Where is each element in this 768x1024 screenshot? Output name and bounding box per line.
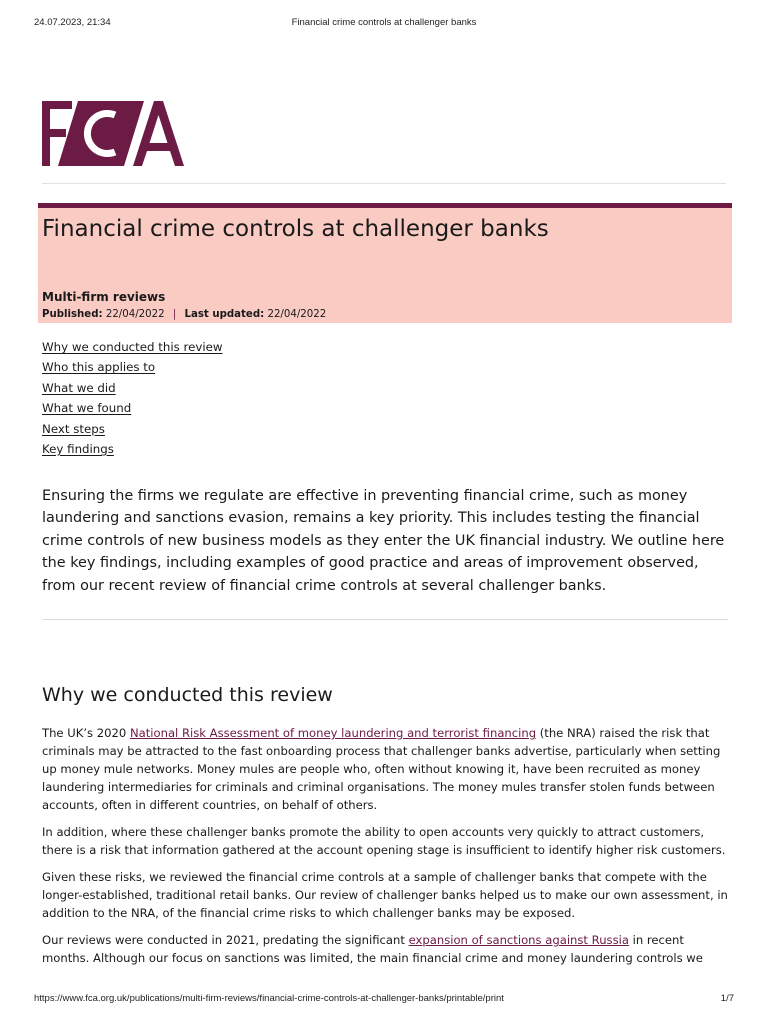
paragraph-text: (the NRA) raised the risk that criminals may be attracted to the fast onboarding process that challenger banks advertise, particularly when setting up money mule networks. Money mules are people who, often without knowing it, have been recruited as money laundering intermediaries for criminals and criminal organisations. The money mules transfer stolen funds between accounts, often in different countries, on behalf of others.	[42, 726, 721, 812]
body-paragraph-1	[42, 724, 732, 814]
print-doc-title: Financial crime controls at challenger banks	[291, 17, 477, 28]
intro-paragraph: Ensuring the firms we regulate are effective in preventing financial crime, such as money laundering and sanctions evasion, remains a key priority. This includes testing the financial crime controls of new business models as they enter the UK financial industry. We outline here the key findings, including examples of good practice and areas of improvement observed, from our recent review of financial crime controls at several challenger banks.	[42, 488, 725, 594]
toc-link-what-we-did[interactable]: What we did	[42, 380, 116, 395]
publication-meta	[42, 309, 326, 320]
section-divider	[42, 619, 728, 620]
category-label: Multi-firm reviews	[42, 290, 166, 304]
toc-link-why-we-conducted[interactable]: Why we conducted this review	[42, 340, 223, 354]
paragraph-text: The UK’s 2020	[42, 726, 130, 740]
table-of-contents	[42, 339, 223, 461]
section-heading: Why we conducted this review	[42, 684, 333, 706]
paragraph-text: Our reviews were conducted in 2021, predating the significant	[42, 933, 409, 947]
nra-link[interactable]: National Risk Assessment of money laundering and terrorist financing	[129, 726, 537, 740]
body-paragraph-4	[42, 931, 732, 967]
meta-separator: |	[172, 309, 177, 320]
print-header	[34, 17, 734, 31]
header-divider	[42, 183, 726, 184]
toc-link-what-we-found[interactable]: What we found	[42, 401, 132, 416]
updated-date: 22/04/2022	[267, 309, 327, 320]
section-body	[42, 724, 732, 976]
updated-label: Last updated:	[184, 309, 265, 320]
published-label: Published:	[42, 309, 103, 320]
body-paragraph-3: Given these risks, we reviewed the financial crime controls at a sample of challenger banks that compete with the longer-established, traditional retail banks. Our review of challenger banks helped us to make our own assessment, in addition to the NRA, of the financial crime risks to which challenger banks may be exposed.	[42, 870, 728, 920]
page-title: Financial crime controls at challenger banks	[42, 216, 549, 242]
toc-link-key-findings[interactable]: Key findings	[42, 441, 114, 456]
sanctions-link[interactable]: expansion of sanctions against Russia	[408, 933, 629, 947]
paragraph-text: in recent months. Although our focus on sanctions was limited, the main financial crime and money laundering controls we	[42, 933, 703, 965]
published-date: 22/04/2022	[105, 309, 165, 320]
body-paragraph-2: In addition, where these challenger banks promote the ability to open accounts very quickly to attract customers, there is a risk that information gathered at the account opening stage is insufficient to identify higher risk customers.	[42, 825, 726, 857]
hero-banner	[38, 203, 732, 323]
toc-link-who-this-applies-to[interactable]: Who this applies to	[42, 360, 156, 375]
fca-logo[interactable]	[42, 101, 184, 166]
print-footer	[34, 993, 734, 1007]
print-url: https://www.fca.org.uk/publications/multi-firm-reviews/financial-crime-controls-at-challenger-banks/printable/print	[34, 993, 504, 1004]
page-number: 1/7	[720, 993, 734, 1004]
toc-link-next-steps[interactable]: Next steps	[42, 421, 105, 436]
print-datetime: 24.07.2023, 21:34	[34, 17, 111, 28]
